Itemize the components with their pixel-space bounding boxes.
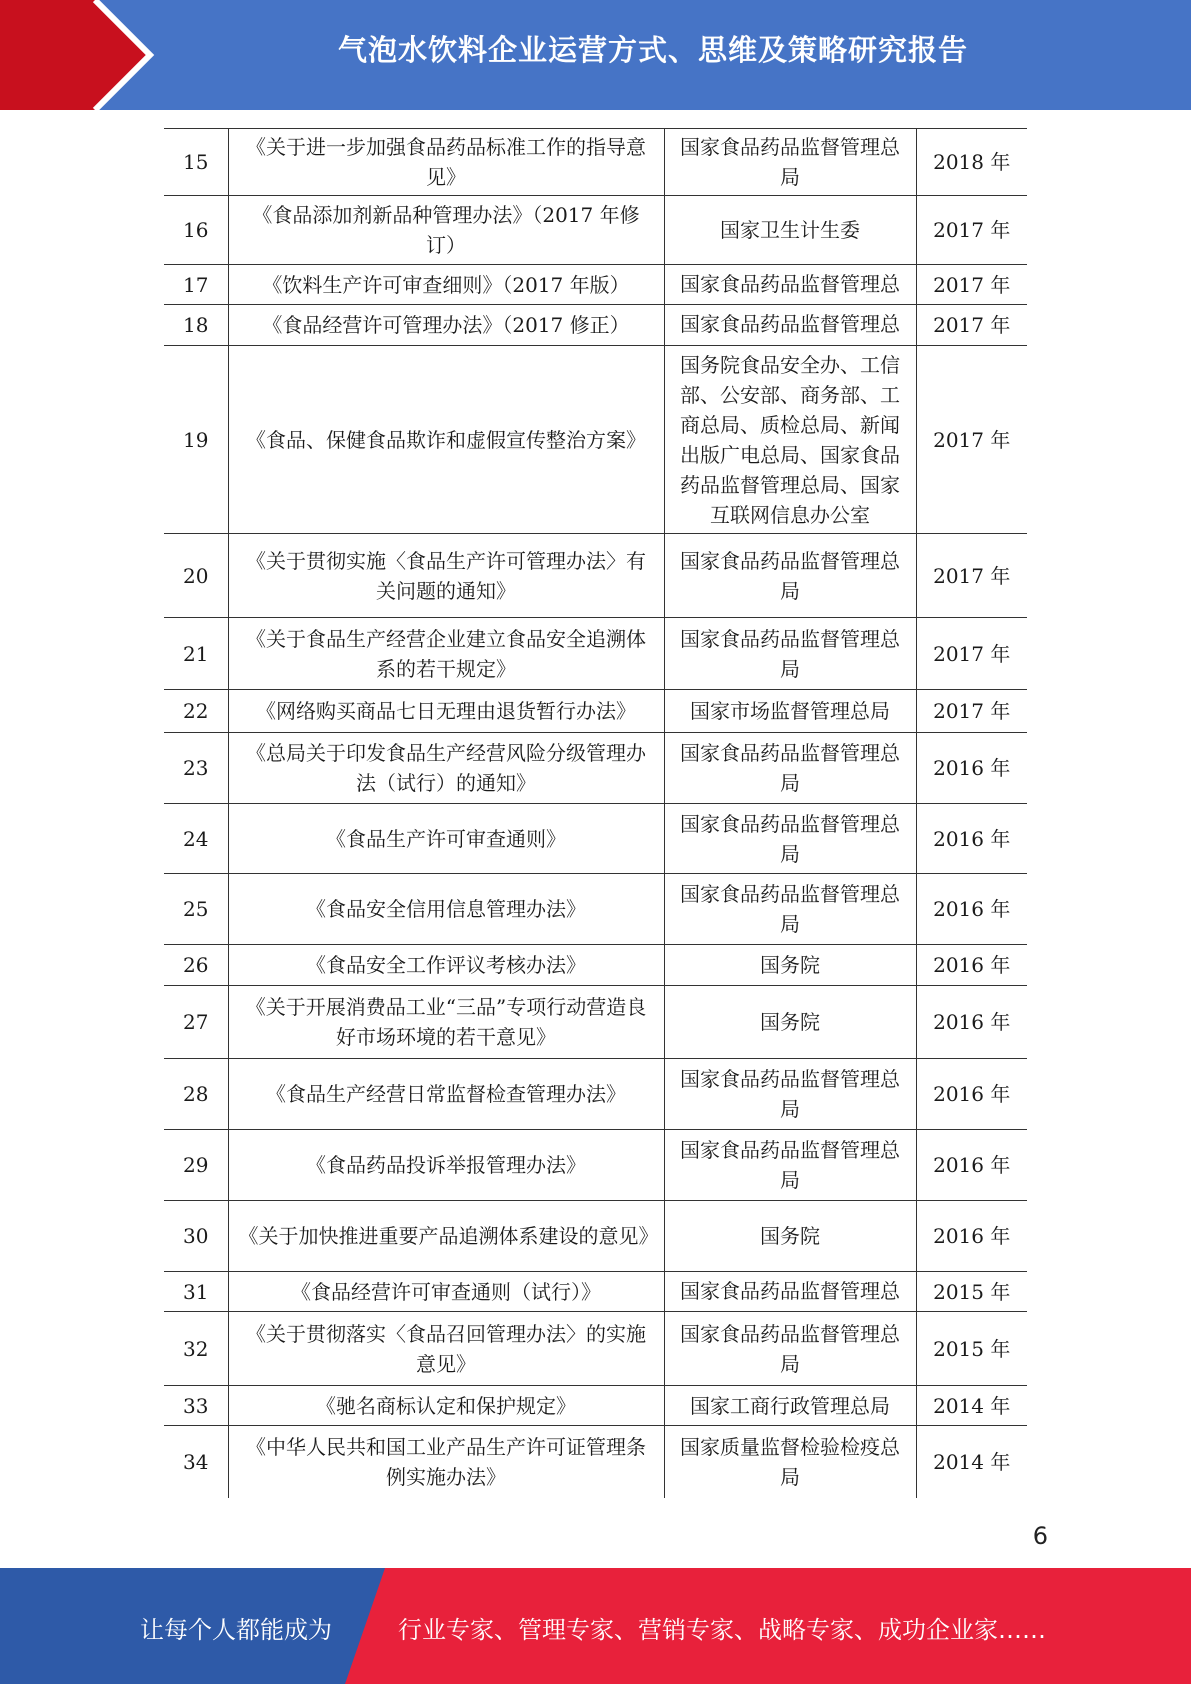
issuing-authority: 国家食品药品监督管理总局 <box>664 1312 916 1386</box>
issue-year: 2016 年 <box>916 1130 1027 1201</box>
regulation-name: 《食品经营许可管理办法》（2017 修正） <box>228 305 664 346</box>
table-row <box>164 690 1027 733</box>
issue-year: 2017 年 <box>916 196 1027 265</box>
regulation-name: 《关于贯彻落实〈食品召回管理办法〉的实施意见》 <box>228 1312 664 1386</box>
issuing-authority: 国家食品药品监督管理总局 <box>664 618 916 690</box>
row-number: 28 <box>164 1059 228 1130</box>
row-number: 21 <box>164 618 228 690</box>
issuing-authority: 国家食品药品监督管理总局 <box>664 534 916 618</box>
regulation-name: 《食品药品投诉举报管理办法》 <box>228 1130 664 1201</box>
issuing-authority: 国家食品药品监督管理总局 <box>664 129 916 196</box>
issue-year: 2016 年 <box>916 733 1027 804</box>
table-row <box>164 874 1027 945</box>
table-row <box>164 804 1027 874</box>
issuing-authority: 国家质量监督检验检疫总局 <box>664 1426 916 1498</box>
row-number: 31 <box>164 1272 228 1312</box>
row-number: 16 <box>164 196 228 265</box>
row-number: 18 <box>164 305 228 346</box>
issue-year: 2014 年 <box>916 1386 1027 1426</box>
issue-year: 2016 年 <box>916 1201 1027 1272</box>
row-number: 33 <box>164 1386 228 1426</box>
issuing-authority: 国务院食品安全办、工信部、公安部、商务部、工商总局、质检总局、新闻出版广电总局、国家食品药品监督管理总局、国家互联网信息办公室 <box>664 346 916 534</box>
table-row <box>164 534 1027 618</box>
table-row <box>164 986 1027 1059</box>
issuing-authority: 国家市场监督管理总局 <box>664 690 916 733</box>
page-number: 6 <box>1032 1522 1048 1550</box>
footer-slogan-left: 让每个人都能成为 <box>140 1616 332 1644</box>
issuing-authority: 国家食品药品监督管理总 <box>680 271 900 296</box>
issue-year: 2016 年 <box>916 874 1027 945</box>
table-row <box>164 1272 1027 1312</box>
issue-year: 2016 年 <box>916 945 1027 986</box>
regulation-name: 《食品经营许可审查通则（试行）》 <box>228 1272 664 1312</box>
issuing-authority: 国务院 <box>664 1201 916 1272</box>
issuing-authority: 国家食品药品监督管理总 <box>680 1278 900 1303</box>
issue-year: 2016 年 <box>916 986 1027 1059</box>
row-number: 20 <box>164 534 228 618</box>
issue-year: 2018 年 <box>916 129 1027 196</box>
regulation-name: 《驰名商标认定和保护规定》 <box>228 1386 664 1426</box>
table-row <box>164 1059 1027 1130</box>
table-row <box>164 1386 1027 1426</box>
footer-slogan-right: 行业专家、管理专家、营销专家、战略专家、成功企业家…… <box>398 1616 1046 1644</box>
regulations-table <box>164 128 1027 1498</box>
row-number: 15 <box>164 129 228 196</box>
issuing-authority: 国家工商行政管理总局 <box>664 1386 916 1426</box>
row-number: 19 <box>164 346 228 534</box>
table-row <box>164 618 1027 690</box>
regulation-name: 《食品安全信用信息管理办法》 <box>228 874 664 945</box>
row-number: 23 <box>164 733 228 804</box>
issue-year: 2017 年 <box>916 534 1027 618</box>
regulation-name: 《网络购买商品七日无理由退货暂行办法》 <box>228 690 664 733</box>
issuing-authority: 国家食品药品监督管理总 <box>680 312 900 336</box>
table-row <box>164 196 1027 265</box>
issuing-authority: 国务院 <box>664 986 916 1059</box>
row-number: 26 <box>164 945 228 986</box>
table-row <box>164 733 1027 804</box>
issue-year: 2015 年 <box>916 1312 1027 1386</box>
issuing-authority: 国家食品药品监督管理总局 <box>664 804 916 874</box>
issuing-authority: 国家卫生计生委 <box>664 196 916 265</box>
row-number: 29 <box>164 1130 228 1201</box>
issue-year: 2017 年 <box>916 690 1027 733</box>
table-row <box>164 1130 1027 1201</box>
issue-year: 2016 年 <box>916 1059 1027 1130</box>
table-row <box>164 129 1027 196</box>
regulation-name: 《总局关于印发食品生产经营风险分级管理办法（试行）的通知》 <box>228 733 664 804</box>
issue-year: 2017 年 <box>916 346 1027 534</box>
issuing-authority: 国家食品药品监督管理总局 <box>664 1130 916 1201</box>
issue-year: 2016 年 <box>916 804 1027 874</box>
regulation-name: 《关于贯彻实施〈食品生产许可管理办法〉有关问题的通知》 <box>228 534 664 618</box>
row-number: 25 <box>164 874 228 945</box>
table-row <box>164 265 1027 305</box>
row-number: 17 <box>164 265 228 305</box>
regulation-name: 《食品生产经营日常监督检查管理办法》 <box>228 1059 664 1130</box>
row-number: 32 <box>164 1312 228 1386</box>
regulation-name: 《食品添加剂新品种管理办法》（2017 年修订） <box>228 196 664 265</box>
row-number: 27 <box>164 986 228 1059</box>
regulation-name: 《饮料生产许可审查细则》（2017 年版） <box>228 265 664 305</box>
page-title: 气泡水饮料企业运营方式、思维及策略研究报告 <box>337 33 968 67</box>
issue-year: 2017 年 <box>916 618 1027 690</box>
table-row <box>164 1312 1027 1386</box>
issuing-authority: 国家食品药品监督管理总局 <box>664 733 916 804</box>
table-row <box>164 1201 1027 1272</box>
regulation-name: 《关于食品生产经营企业建立食品安全追溯体系的若干规定》 <box>228 618 664 690</box>
row-number: 30 <box>164 1201 228 1272</box>
issue-year: 2014 年 <box>916 1426 1027 1498</box>
issuing-authority: 国家食品药品监督管理总局 <box>664 874 916 945</box>
issuing-authority: 国家食品药品监督管理总局 <box>664 1059 916 1130</box>
regulation-name: 《关于开展消费品工业“三品”专项行动营造良好市场环境的若干意见》 <box>228 986 664 1059</box>
issue-year: 2015 年 <box>916 1272 1027 1312</box>
issue-year: 2017 年 <box>916 265 1027 305</box>
row-number: 34 <box>164 1426 228 1498</box>
table-row <box>164 1426 1027 1498</box>
table-row <box>164 346 1027 534</box>
regulation-name: 《中华人民共和国工业产品生产许可证管理条例实施办法》 <box>228 1426 664 1498</box>
regulation-name: 《食品安全工作评议考核办法》 <box>228 945 664 986</box>
regulation-name: 《食品、保健食品欺诈和虚假宣传整治方案》 <box>228 346 664 534</box>
regulation-name: 《关于进一步加强食品药品标准工作的指导意见》 <box>228 129 664 196</box>
table-row <box>164 305 1027 346</box>
header-arrow-decoration <box>0 0 160 110</box>
table-row <box>164 945 1027 986</box>
page-footer <box>0 1568 1191 1684</box>
page-header <box>0 0 1191 110</box>
row-number: 22 <box>164 690 228 733</box>
issue-year: 2017 年 <box>916 305 1027 346</box>
issuing-authority: 国务院 <box>664 945 916 986</box>
row-number: 24 <box>164 804 228 874</box>
regulation-name: 《关于加快推进重要产品追溯体系建设的意见》 <box>228 1201 664 1272</box>
regulation-name: 《食品生产许可审查通则》 <box>228 804 664 874</box>
